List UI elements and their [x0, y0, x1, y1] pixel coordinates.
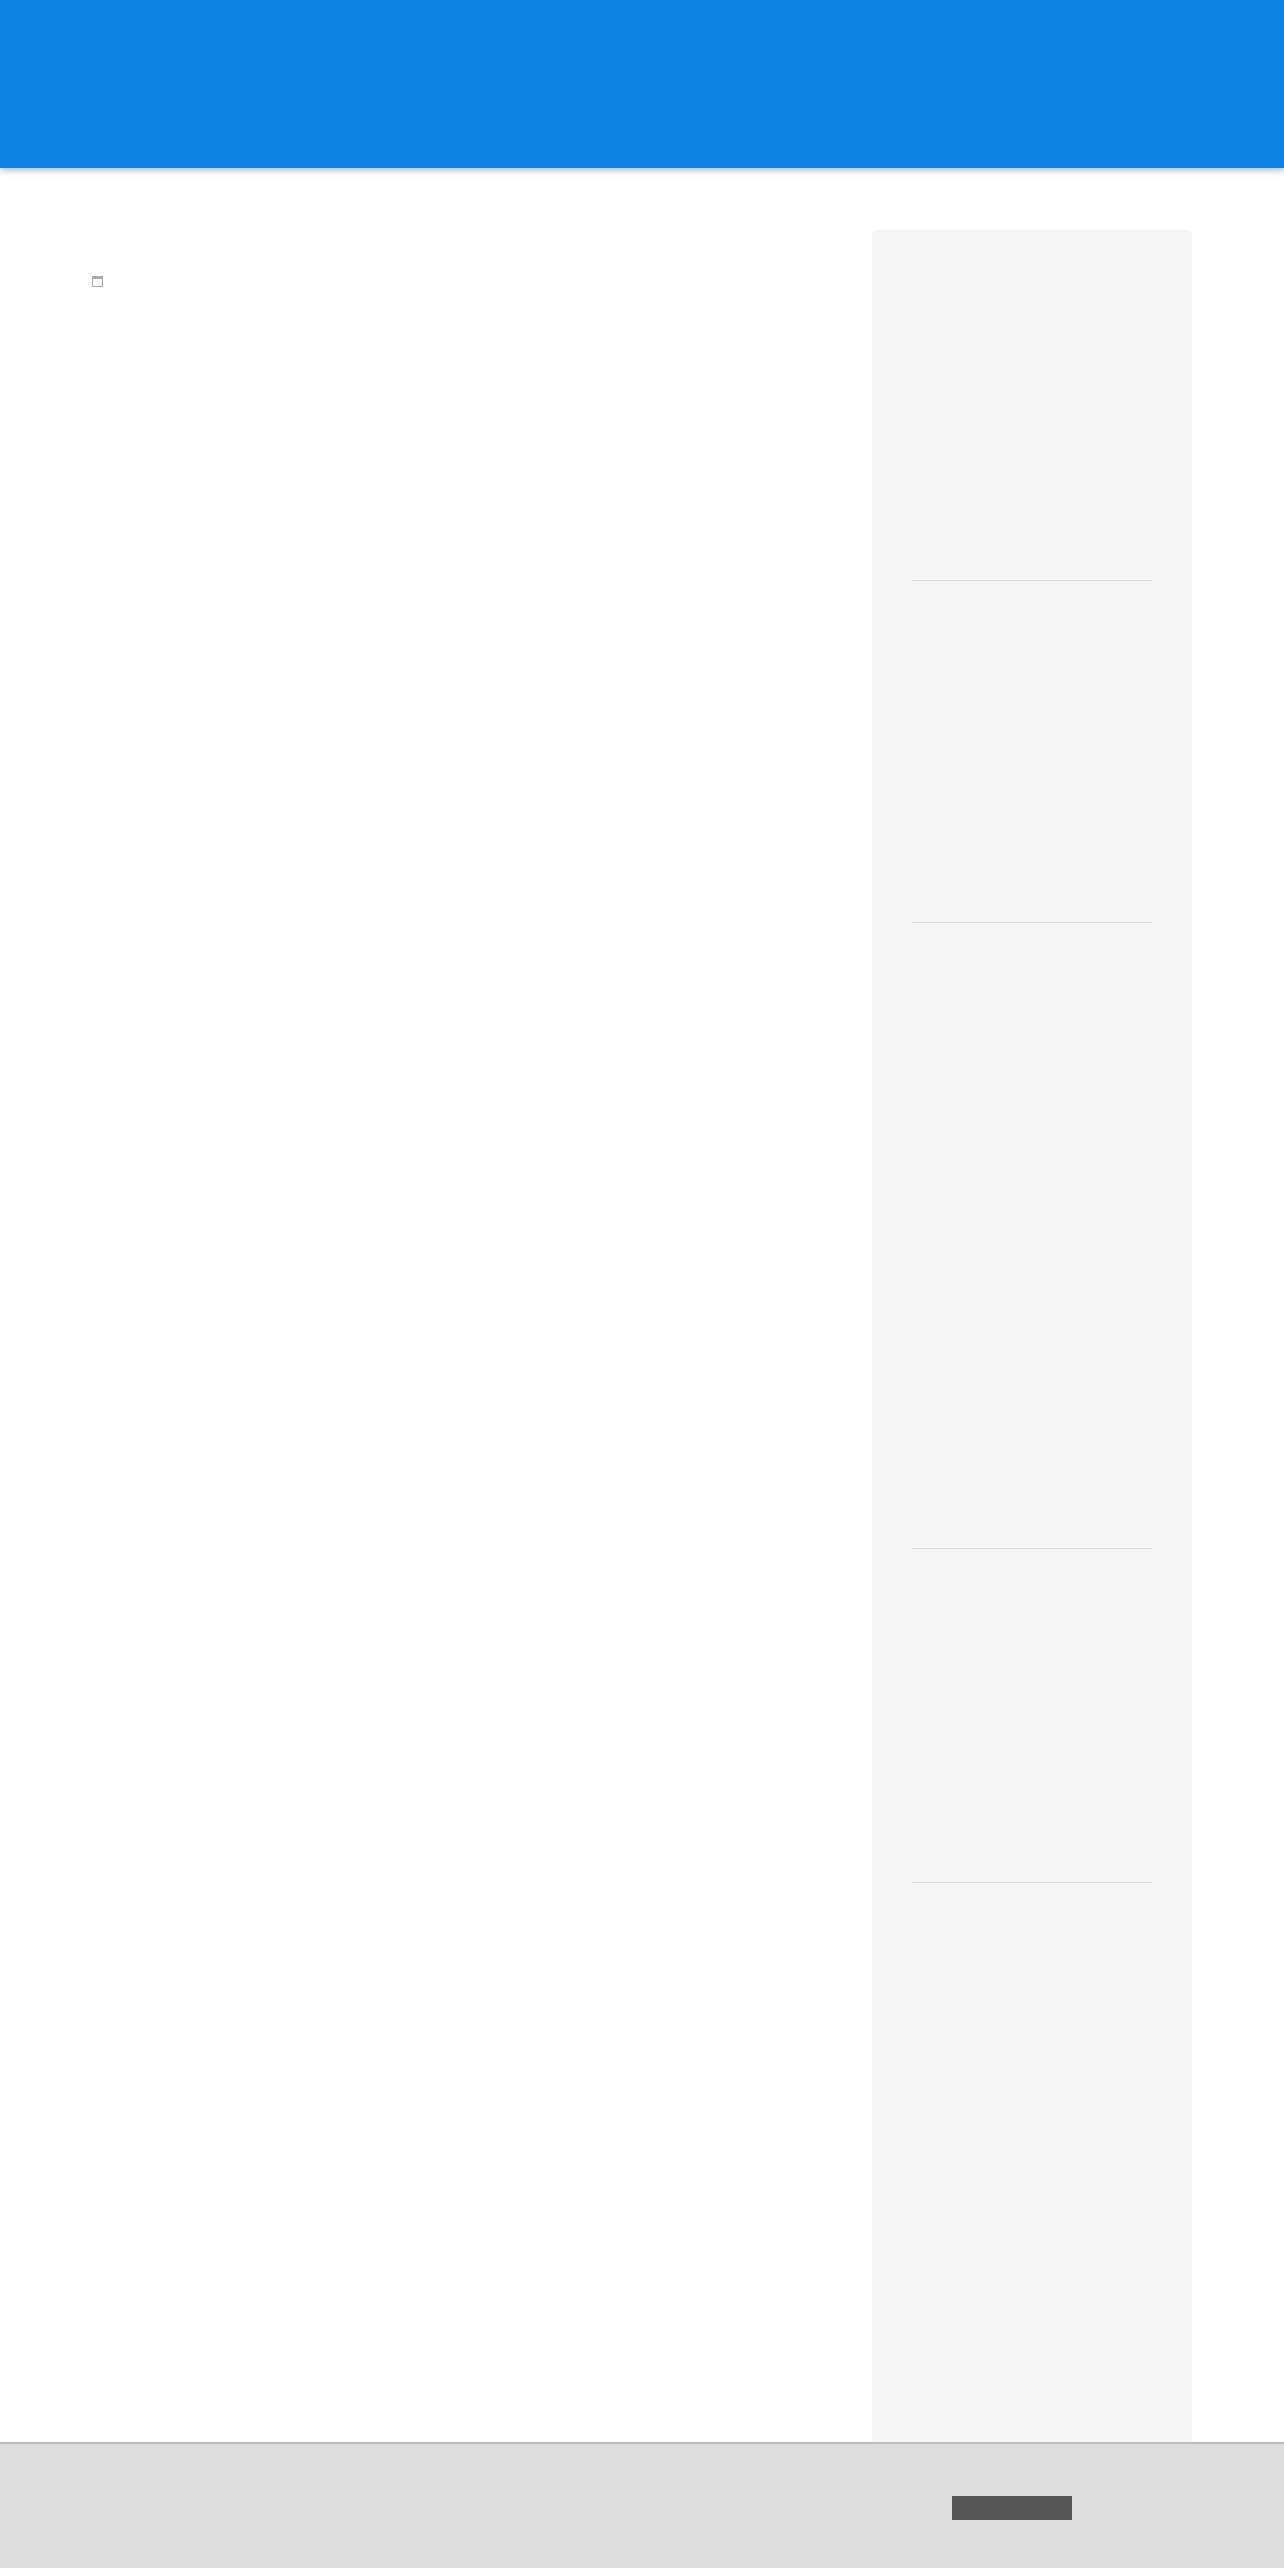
calendar-header — [912, 620, 1152, 638]
article-date — [92, 276, 834, 287]
divider — [912, 1882, 1152, 1883]
divider — [912, 922, 1152, 923]
divider — [912, 580, 1152, 581]
calendar-icon — [92, 276, 103, 287]
site-header — [0, 0, 1284, 168]
cookie-close-button[interactable] — [952, 2496, 1072, 2520]
article — [92, 228, 834, 287]
sidebar — [872, 230, 1192, 2568]
divider — [912, 1548, 1152, 1549]
cookie-banner — [0, 2442, 1284, 2568]
article-title — [92, 228, 834, 262]
